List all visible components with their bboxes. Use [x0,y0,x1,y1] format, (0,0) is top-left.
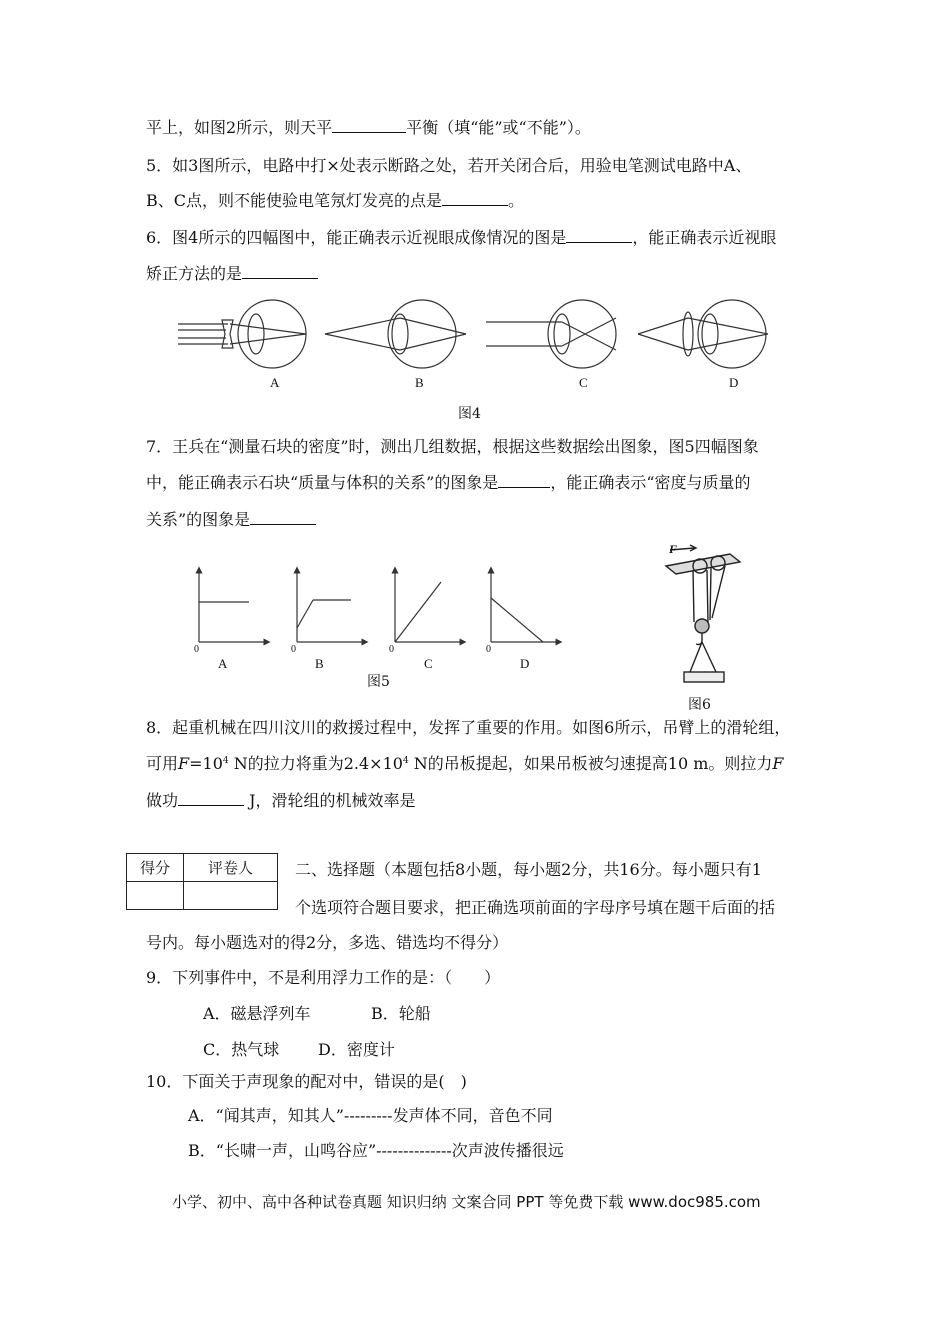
section2-line3: 号内。每小题选对的得2分，多选、错选均不得分） [146,933,509,952]
q10-option-b: B．“长啸一声，山鸣谷应”--------------次声波传播很远 [188,1141,564,1160]
q10-stem: 10．下面关于声现象的配对中，错误的是( ) [146,1072,467,1091]
force-variable: F [178,754,190,773]
figure-4-eye-diagrams [170,292,790,402]
text: 。 [508,191,525,210]
fig5-origin-d: 0 [486,644,491,655]
q8-line1: 8．起重机械在四川汶川的救援过程中，发挥了重要的作用。如图6所示，吊臂上的滑轮组， [146,718,791,737]
eye-diagram-a [178,300,306,368]
fig4-label-c: C [579,375,588,390]
text: N的吊板提起，如果吊板被匀速提高10 m。则拉力 [408,754,773,773]
fig5-label-b: B [315,656,324,671]
footer-text: 小学、初中、高中各种试卷真题 知识归纳 文案合同 PPT 等免费下载 www.doc985.com [172,1193,761,1211]
text: 做功 [146,791,179,810]
q8-line2 [146,753,784,775]
fig5-origin-c: 0 [389,644,394,655]
fig5-label-d: D [520,656,530,671]
eye-diagram-d [638,300,768,368]
q9-option-c: C．热气球 [203,1040,280,1059]
answer-blank [332,117,406,133]
text: 矫正方法的是 [146,264,243,283]
eye-diagram-b [325,300,466,368]
exponent: 4 [402,756,409,766]
graph-a [199,570,267,642]
section2-line2: 个选项符合题目要求，把正确选项前面的字母序号填在题干后面的括 [295,898,776,917]
q6-line1 [146,227,776,249]
answer-blank [242,263,318,279]
text: 关系”的图象是 [146,510,251,529]
force-variable: F [772,754,784,773]
q7-line2 [146,472,751,494]
q9-option-d: D．密度计 [318,1040,395,1059]
figure-6-crane-pulley [660,540,750,690]
fig5-label-c: C [424,656,433,671]
figure-5-graphs [185,560,565,660]
q8-line3 [146,790,416,812]
q9-option-a: A．磁悬浮列车 [203,1004,311,1023]
score-header: 得分 [127,854,184,882]
graph-d [491,570,559,642]
text: 中，能正确表示石块“质量与体积的关系”的图象是 [146,473,499,492]
fig4-label-a: A [270,375,280,390]
grader-header: 评卷人 [184,854,278,882]
fig4-label-b: B [415,375,424,390]
text: ，能正确表示“密度与质量的 [550,473,751,492]
score-table [126,853,278,910]
grader-cell[interactable] [184,882,278,910]
q7-line1: 7．王兵在“测量石块的密度”时，测出几组数据，根据这些数据绘出图象，图5四幅图象 [146,437,759,456]
fig5-caption: 图5 [367,674,390,690]
text: =10 [189,754,223,773]
text: ，能正确表示近视眼 [632,228,777,247]
q4-tail [146,117,591,139]
eye-diagram-c [486,300,616,368]
fig5-origin-a: 0 [194,644,199,655]
q6-line2 [146,263,318,285]
graph-b [297,570,365,642]
answer-blank [250,509,316,525]
text: 6．图4所示的四幅图中，能正确表示近视眼成像情况的图是 [146,228,567,247]
exponent: 4 [222,756,229,766]
fig6-caption: 图6 [688,697,711,713]
q5-line2 [146,190,524,212]
q7-line3 [146,509,316,531]
q10-option-a: A．“闻其声，知其人”---------发声体不同，音色不同 [188,1106,553,1125]
text: 可用 [146,754,179,773]
fig4-caption: 图4 [458,406,481,422]
text: B、C点，则不能使验电笔氖灯发亮的点是 [146,191,443,210]
text: J，滑轮组的机械效率是 [244,791,416,810]
answer-blank [498,472,550,488]
text: N的拉力将重为2.4×10 [228,754,403,773]
section2-line1: 二、选择题（本题包括8小题，每小题2分，共16分。每小题只有1 [295,860,762,879]
q5-line1: 5．如3图所示，电路中打×处表示断路之处，若开关闭合后，用验电笔测试电路中A、 [146,156,752,175]
text: 平衡（填“能”或“不能”）。 [406,118,591,137]
fig5-label-a: A [218,656,228,671]
q9-option-b: B．轮船 [371,1004,431,1023]
fig6-force-label: F [669,542,678,556]
graph-c [395,570,463,642]
text: 平上，如图2所示，则天平 [146,118,333,137]
fig4-label-d: D [729,375,739,390]
score-cell[interactable] [127,882,184,910]
answer-blank [566,227,632,243]
fig5-origin-b: 0 [291,644,296,655]
q9-stem: 9．下列事件中，不是利用浮力工作的是：（ ） [146,968,501,987]
answer-blank [442,190,508,206]
answer-blank [178,790,244,806]
